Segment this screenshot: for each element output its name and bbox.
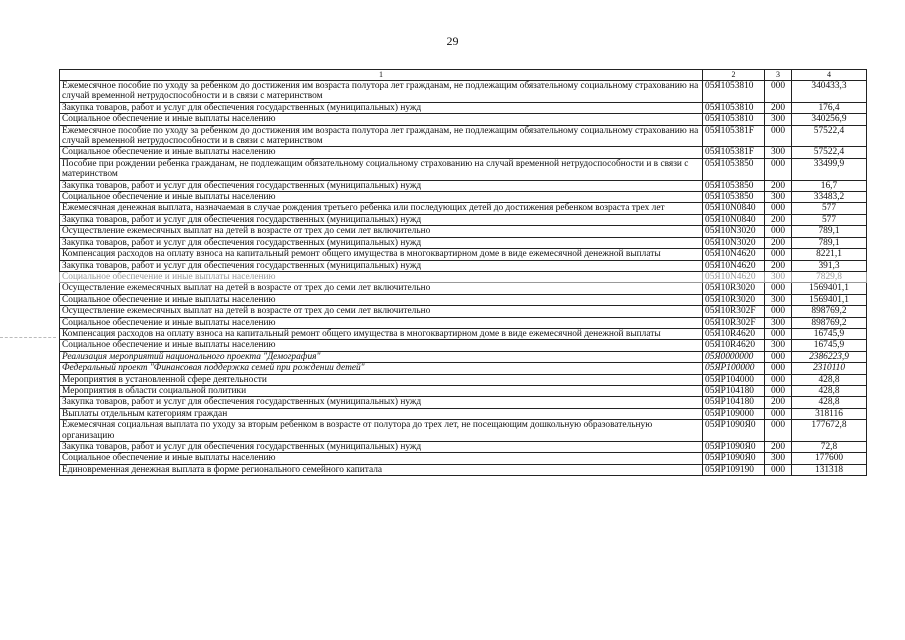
table-row	[60, 328, 867, 339]
row-name-cell: Социальное обеспечение и иные выплаты населению	[60, 114, 703, 125]
row-expense-type-cell: 000	[765, 374, 792, 385]
row-code-cell: 05Я0000000	[703, 351, 765, 362]
row-name-cell: Закупка товаров, работ и услуг для обеспечения государственных (муниципальных) нужд	[60, 180, 703, 191]
row-code-cell: 05ЯР100000	[703, 363, 765, 374]
row-expense-type-cell: 200	[765, 237, 792, 248]
row-expense-type-cell: 000	[765, 408, 792, 419]
row-code-cell: 05Я10N0840	[703, 214, 765, 225]
row-expense-type-cell: 000	[765, 420, 792, 442]
row-expense-type-cell: 000	[765, 249, 792, 260]
row-name-cell: Закупка товаров, работ и услуг для обеспечения государственных (муниципальных) нужд	[60, 260, 703, 271]
row-expense-type-cell: 000	[765, 81, 792, 103]
row-expense-type-cell: 000	[765, 351, 792, 362]
row-name-cell: Социальное обеспечение и иные выплаты населению	[60, 271, 703, 282]
row-expense-type-cell: 000	[765, 158, 792, 180]
header-col-3: 3	[765, 70, 792, 81]
row-name-cell: Социальное обеспечение и иные выплаты населению	[60, 340, 703, 351]
row-expense-type-cell: 000	[765, 283, 792, 294]
row-amount-cell: 131318	[792, 464, 867, 475]
row-amount-cell: 1569401,1	[792, 294, 867, 305]
table-row	[60, 147, 867, 158]
row-amount-cell: 1569401,1	[792, 283, 867, 294]
row-expense-type-cell: 300	[765, 147, 792, 158]
row-name-cell: Социальное обеспечение и иные выплаты населению	[60, 192, 703, 203]
row-expense-type-cell: 200	[765, 180, 792, 191]
table-row	[60, 158, 867, 180]
scan-artifact	[0, 337, 56, 339]
row-code-cell: 05Я105381F	[703, 125, 765, 147]
header-col-1: 1	[60, 70, 703, 81]
row-name-cell: Ежемесячная социальная выплата по уходу за вторым ребенком в возрасте от полутора до трех лет, не посещающим дошкольную образовательную организацию	[60, 420, 703, 442]
row-amount-cell: 16,7	[792, 180, 867, 191]
row-amount-cell: 176,4	[792, 102, 867, 113]
table-row	[60, 374, 867, 385]
row-amount-cell: 391,3	[792, 260, 867, 271]
table-row	[60, 408, 867, 419]
row-name-cell: Социальное обеспечение и иные выплаты населению	[60, 317, 703, 328]
table-row	[60, 249, 867, 260]
row-code-cell: 05Я10R302F	[703, 306, 765, 317]
header-col-4: 4	[792, 70, 867, 81]
row-expense-type-cell: 000	[765, 306, 792, 317]
row-amount-cell: 177600	[792, 453, 867, 464]
table-header-row	[60, 70, 867, 81]
row-name-cell: Реализация мероприятий национального проекта "Демография"	[60, 351, 703, 362]
table-row	[60, 226, 867, 237]
row-code-cell: 05Я10R4620	[703, 340, 765, 351]
row-code-cell: 05Я1053810	[703, 81, 765, 103]
row-amount-cell: 33483,2	[792, 192, 867, 203]
table-row	[60, 271, 867, 282]
table-row	[60, 81, 867, 103]
row-code-cell: 05ЯР1090Я0	[703, 420, 765, 442]
row-code-cell: 05Я10N0840	[703, 203, 765, 214]
row-name-cell: Социальное обеспечение и иные выплаты населению	[60, 147, 703, 158]
row-expense-type-cell: 300	[765, 271, 792, 282]
page-number: 29	[446, 34, 459, 48]
table-row	[60, 102, 867, 113]
row-code-cell: 05Я10N3020	[703, 226, 765, 237]
row-name-cell: Пособие при рождении ребенка гражданам, не подлежащим обязательному социальному страхованию на случай временной нетрудоспособности и в связи с материнством	[60, 158, 703, 180]
table-row	[60, 340, 867, 351]
row-amount-cell: 2386223,9	[792, 351, 867, 362]
table-row	[60, 192, 867, 203]
table-row	[60, 203, 867, 214]
table-row	[60, 397, 867, 408]
table-row	[60, 294, 867, 305]
row-amount-cell: 72,8	[792, 442, 867, 453]
row-name-cell: Выплаты отдельным категориям граждан	[60, 408, 703, 419]
row-amount-cell: 428,8	[792, 397, 867, 408]
table-row	[60, 420, 867, 442]
row-amount-cell: 8221,1	[792, 249, 867, 260]
row-amount-cell: 2310110	[792, 363, 867, 374]
table-row	[60, 180, 867, 191]
row-amount-cell: 7829,8	[792, 271, 867, 282]
row-expense-type-cell: 000	[765, 203, 792, 214]
row-name-cell: Закупка товаров, работ и услуг для обеспечения государственных (муниципальных) нужд	[60, 214, 703, 225]
row-expense-type-cell: 300	[765, 340, 792, 351]
row-amount-cell: 57522,4	[792, 147, 867, 158]
row-code-cell: 05ЯР1090Я0	[703, 453, 765, 464]
row-expense-type-cell: 200	[765, 442, 792, 453]
row-name-cell: Осуществление ежемесячных выплат на детей в возрасте от трех до семи лет включительно	[60, 283, 703, 294]
table-body	[60, 70, 867, 476]
row-expense-type-cell: 200	[765, 260, 792, 271]
row-amount-cell: 16745,9	[792, 328, 867, 339]
row-code-cell: 05Я10R3020	[703, 283, 765, 294]
row-name-cell: Единовременная денежная выплата в форме регионального семейного капитала	[60, 464, 703, 475]
row-code-cell: 05Я1053810	[703, 102, 765, 113]
header-col-2: 2	[703, 70, 765, 81]
row-name-cell: Федеральный проект "Финансовая поддержка семей при рождении детей"	[60, 363, 703, 374]
table-row	[60, 464, 867, 475]
row-code-cell: 05Я1053850	[703, 192, 765, 203]
row-name-cell: Закупка товаров, работ и услуг для обеспечения государственных (муниципальных) нужд	[60, 442, 703, 453]
row-name-cell: Мероприятия в области социальной политики	[60, 385, 703, 396]
row-expense-type-cell: 300	[765, 453, 792, 464]
row-amount-cell: 340256,9	[792, 114, 867, 125]
row-code-cell: 05ЯР104180	[703, 397, 765, 408]
row-code-cell: 05ЯР109190	[703, 464, 765, 475]
row-name-cell: Закупка товаров, работ и услуг для обеспечения государственных (муниципальных) нужд	[60, 397, 703, 408]
row-expense-type-cell: 000	[765, 363, 792, 374]
table-row	[60, 125, 867, 147]
row-expense-type-cell: 000	[765, 226, 792, 237]
table-row	[60, 442, 867, 453]
row-amount-cell: 177672,8	[792, 420, 867, 442]
row-code-cell: 05ЯР104180	[703, 385, 765, 396]
table-row	[60, 214, 867, 225]
row-expense-type-cell: 000	[765, 464, 792, 475]
row-expense-type-cell: 300	[765, 294, 792, 305]
table-row	[60, 385, 867, 396]
row-name-cell: Социальное обеспечение и иные выплаты населению	[60, 453, 703, 464]
table-row	[60, 453, 867, 464]
table-row	[60, 114, 867, 125]
table-row	[60, 363, 867, 374]
row-name-cell: Осуществление ежемесячных выплат на детей в возрасте от трех до семи лет включительно	[60, 306, 703, 317]
table-row	[60, 317, 867, 328]
row-code-cell: 05Я10N3020	[703, 237, 765, 248]
row-expense-type-cell: 200	[765, 397, 792, 408]
row-code-cell: 05Я10N4620	[703, 260, 765, 271]
row-amount-cell: 428,8	[792, 374, 867, 385]
table-row	[60, 260, 867, 271]
row-code-cell: 05Я1053810	[703, 114, 765, 125]
row-code-cell: 05Я10R3020	[703, 294, 765, 305]
row-code-cell: 05ЯР104000	[703, 374, 765, 385]
row-amount-cell: 789,1	[792, 237, 867, 248]
row-code-cell: 05Я1053850	[703, 180, 765, 191]
row-amount-cell: 428,8	[792, 385, 867, 396]
row-expense-type-cell: 200	[765, 214, 792, 225]
row-code-cell: 05Я10N4620	[703, 249, 765, 260]
row-expense-type-cell: 000	[765, 385, 792, 396]
row-amount-cell: 577	[792, 214, 867, 225]
row-name-cell: Осуществление ежемесячных выплат на детей в возрасте от трех до семи лет включительно	[60, 226, 703, 237]
row-code-cell: 05Я10R4620	[703, 328, 765, 339]
row-expense-type-cell: 300	[765, 114, 792, 125]
row-code-cell: 05Я10N4620	[703, 271, 765, 282]
row-name-cell: Закупка товаров, работ и услуг для обеспечения государственных (муниципальных) нужд	[60, 237, 703, 248]
row-name-cell: Закупка товаров, работ и услуг для обеспечения государственных (муниципальных) нужд	[60, 102, 703, 113]
row-amount-cell: 340433,3	[792, 81, 867, 103]
row-name-cell: Компенсация расходов на оплату взноса на капитальный ремонт общего имущества в многоквартирном доме в виде ежемесячной денежной выплаты	[60, 249, 703, 260]
row-name-cell: Ежемесячная денежная выплата, назначаемая в случае рождения третьего ребенка или последующих детей до достижения ребенком возраста трех лет	[60, 203, 703, 214]
row-amount-cell: 57522,4	[792, 125, 867, 147]
row-amount-cell: 33499,9	[792, 158, 867, 180]
row-code-cell: 05ЯР109000	[703, 408, 765, 419]
row-expense-type-cell: 200	[765, 102, 792, 113]
row-code-cell: 05Я10R302F	[703, 317, 765, 328]
row-name-cell: Ежемесячное пособие по уходу за ребенком до достижения им возраста полутора лет гражданам, не подлежащим обязательному социальному страхованию на случай временной нетрудоспособности и в связи с материнством	[60, 125, 703, 147]
table-row	[60, 351, 867, 362]
row-name-cell: Компенсация расходов на оплату взноса на капитальный ремонт общего имущества в многоквартирном доме в виде ежемесячной денежной выплаты	[60, 328, 703, 339]
row-amount-cell: 789,1	[792, 226, 867, 237]
row-amount-cell: 318116	[792, 408, 867, 419]
row-expense-type-cell: 300	[765, 192, 792, 203]
row-expense-type-cell: 300	[765, 317, 792, 328]
table-row	[60, 306, 867, 317]
row-amount-cell: 898769,2	[792, 317, 867, 328]
row-expense-type-cell: 000	[765, 328, 792, 339]
row-expense-type-cell: 000	[765, 125, 792, 147]
row-code-cell: 05Я105381F	[703, 147, 765, 158]
table-row	[60, 283, 867, 294]
row-amount-cell: 898769,2	[792, 306, 867, 317]
row-amount-cell: 16745,9	[792, 340, 867, 351]
row-amount-cell: 577	[792, 203, 867, 214]
row-code-cell: 05ЯР1090Я0	[703, 442, 765, 453]
row-name-cell: Мероприятия в установленной сфере деятельности	[60, 374, 703, 385]
budget-table	[59, 69, 867, 476]
row-code-cell: 05Я1053850	[703, 158, 765, 180]
row-name-cell: Социальное обеспечение и иные выплаты населению	[60, 294, 703, 305]
row-name-cell: Ежемесячное пособие по уходу за ребенком до достижения им возраста полутора лет гражданам, не подлежащим обязательному социальному страхованию на случай временной нетрудоспособности и в связи с материнством	[60, 81, 703, 103]
table-row	[60, 237, 867, 248]
